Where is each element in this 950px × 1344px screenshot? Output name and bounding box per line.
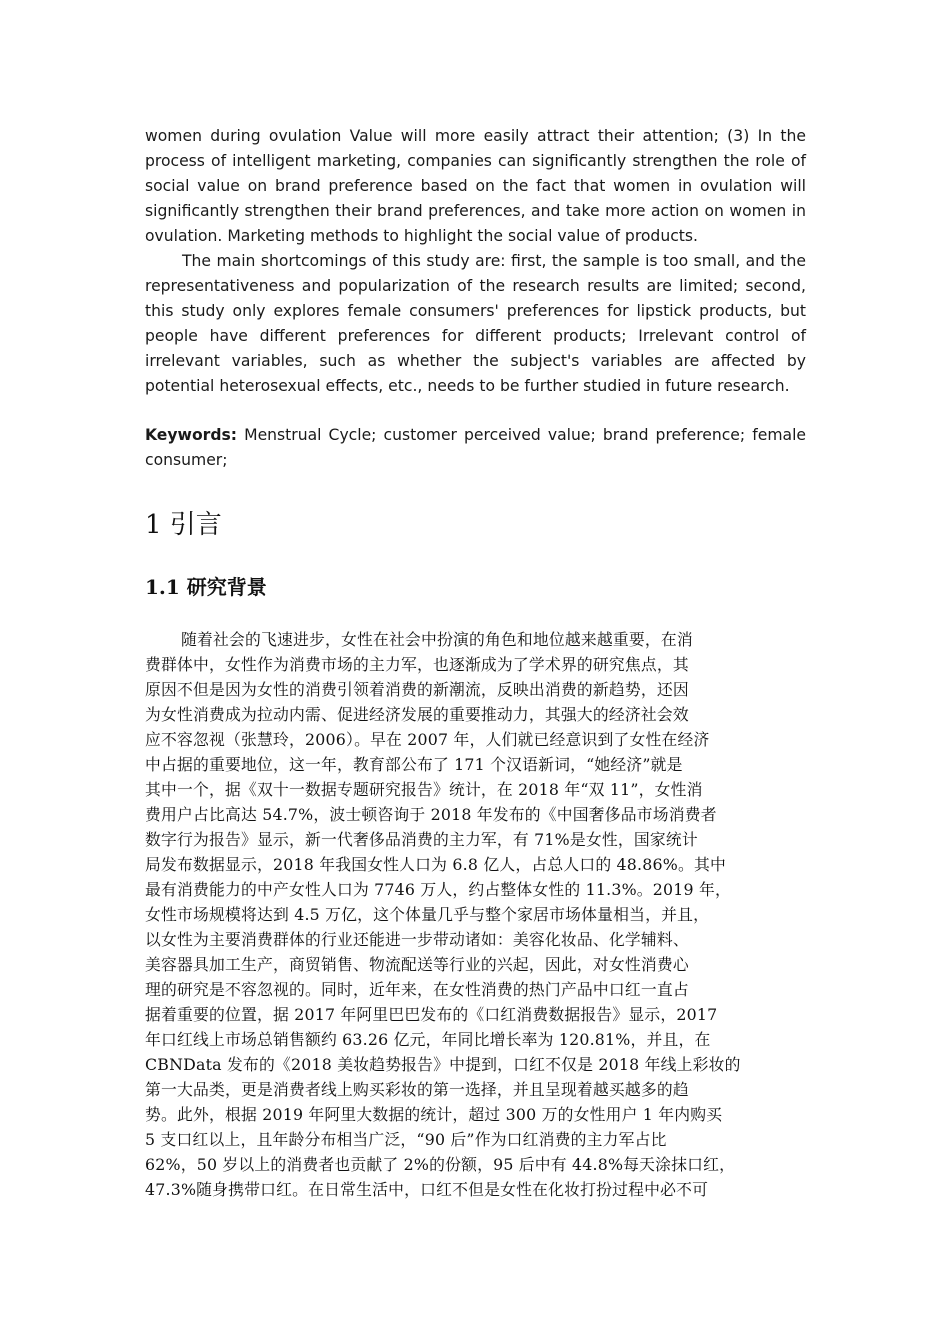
body-line: 第一大品类，更是消费者线上购买彩妆的第一选择，并且呈现着越买越多的趋 <box>145 1080 689 1099</box>
body-line: 女性市场规模将达到 4.5 万亿，这个体量几乎与整个家居市场体量相当，并且， <box>145 905 710 924</box>
body-line: 数字行为报告》显示，新一代奢侈品消费的主力军，有 71%是女性，国家统计 <box>145 830 698 849</box>
body-line: 以女性为主要消费群体的行业还能进一步带动诸如：美容化妆品、化学辅料、 <box>145 930 689 949</box>
body-line: 美容器具加工生产，商贸销售、物流配送等行业的兴起，因此，对女性消费心 <box>145 955 689 974</box>
body-line: 势。此外，根据 2019 年阿里大数据的统计，超过 300 万的女性用户 1 年内购买 <box>145 1105 723 1124</box>
body-line: 原因不但是因为女性的消费引领着消费的新潮流，反映出消费的新趋势，还因 <box>145 680 689 699</box>
body-line: 5 支口红以上，且年龄分布相当广泛，“90 后”作为口红消费的主力军占比 <box>145 1130 667 1149</box>
body-line: 理的研究是不容忽视的。同时，近年来，在女性消费的热门产品中口红一直占 <box>145 980 689 999</box>
body-line: 47.3%随身携带口红。在日常生活中，口红不但是女性在化妆打扮过程中必不可 <box>145 1180 709 1199</box>
abstract-paragraph-1: women during ovulation Value will more easily attract their attention; (3) In the process of intelligent marketing, companies can significantly strengthen the role of social value on brand preference based on the fact that women in ovulation will significantly strengthen their brand preferences, and take more action on women in ovulation. Marketing methods to highlight the social value of products. <box>145 127 806 245</box>
body-line: 应不容忽视（张慧玲，2006）。早在 2007 年，人们就已经意识到了女性在经济 <box>145 730 710 749</box>
body-line: 据着重要的位置，据 2017 年阿里巴巴发布的《口红消费数据报告》显示，2017 <box>145 1005 718 1024</box>
keywords-label: Keywords: <box>145 426 238 444</box>
body-line: 最有消费能力的中产女性人口为 7746 万人，约占整体女性的 11.3%。2019 年， <box>145 880 731 899</box>
chapter-heading: 1 引言 <box>145 510 222 540</box>
keywords-line <box>145 423 806 473</box>
body-line: 其中一个，据《双十一数据专题研究报告》统计，在 2018 年“双 11”，女性消 <box>145 780 703 799</box>
body-paragraph <box>145 627 815 1202</box>
section-heading: 1.1 研究背景 <box>145 575 267 599</box>
keywords-text: Menstrual Cycle; customer perceived value; brand preference; female consumer; <box>145 426 806 469</box>
body-line: 局发布数据显示，2018 年我国女性人口为 6.8 亿人，占总人口的 48.86%。其中 <box>145 855 726 874</box>
body-line: 费用户占比高达 54.7%，波士顿咨询于 2018 年发布的《中国奢侈品市场消费者 <box>145 805 717 824</box>
abstract-paragraph-2: The main shortcomings of this study are: first, the sample is too small, and the representativeness and popularization of the research results are limited; second, this study only explores female consumers' preferences for lipstick products, but people have different preferences for different products; Irrelevant control of irrelevant variables, such as whether the subject's variables are affected by potential heterosexual effects, etc., needs to be further studied in future research. <box>145 252 806 395</box>
body-line: 年口红线上市场总销售额约 63.26 亿元，年同比增长率为 120.81%，并且，在 <box>145 1030 711 1049</box>
body-line: 中占据的重要地位，这一年，教育部公布了 171 个汉语新词，“她经济”就是 <box>145 755 683 774</box>
body-line: CBNData 发布的《2018 美妆趋势报告》中提到，口红不仅是 2018 年线上彩妆的 <box>145 1055 741 1074</box>
body-line: 为女性消费成为拉动内需、促进经济发展的重要推动力，其强大的经济社会效 <box>145 705 689 724</box>
body-line: 随着社会的飞速进步，女性在社会中扮演的角色和地位越来越重要，在消 <box>181 630 693 649</box>
body-line: 费群体中，女性作为消费市场的主力军，也逐渐成为了学术界的研究焦点，其 <box>145 655 689 674</box>
body-line: 62%，50 岁以上的消费者也贡献了 2%的份额，95 后中有 44.8%每天涂抹口红， <box>145 1155 736 1174</box>
